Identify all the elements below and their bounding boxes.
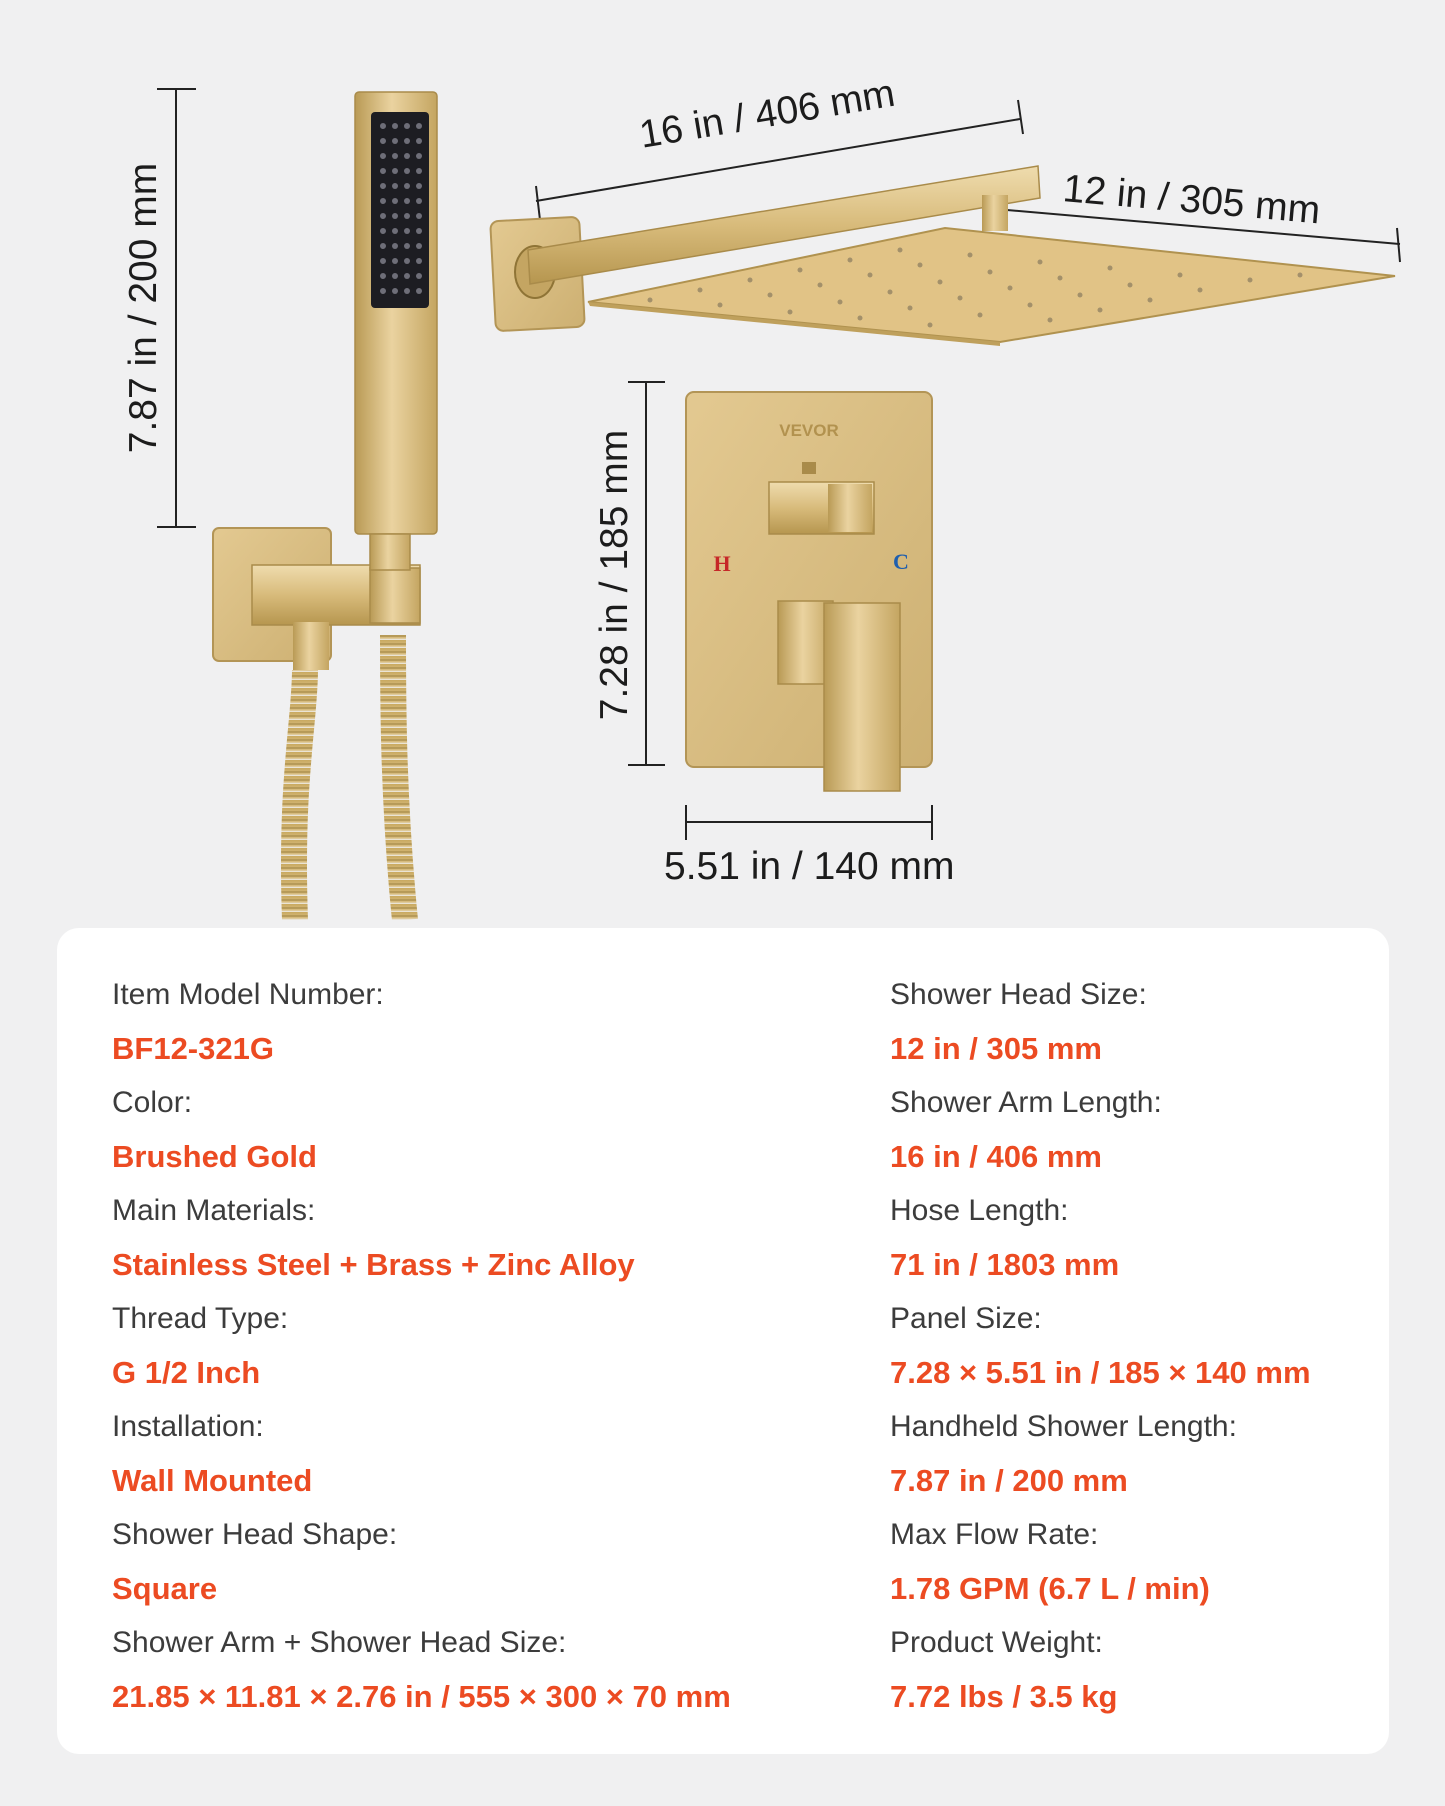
spec-label: Handheld Shower Length:: [890, 1410, 1237, 1443]
spec-value: G 1/2 Inch: [112, 1355, 261, 1390]
spec-value: 1.78 GPM (6.7 L / min): [890, 1571, 1210, 1606]
handheld-height-label: 7.87 in / 200 mm: [122, 162, 165, 454]
spec-value: Square: [112, 1571, 218, 1606]
hot-label: H: [713, 551, 731, 576]
mixer-handle: [824, 603, 900, 791]
spec-value: 21.85 × 11.81 × 2.76 in / 555 × 300 × 70 mm: [112, 1679, 731, 1714]
spec-column-left: [112, 968, 731, 1724]
handheld-shower: [355, 92, 437, 570]
spec-value: 7.28 × 5.51 in / 185 × 140 mm: [890, 1355, 1311, 1390]
spec-column-right: [890, 968, 1311, 1724]
spec-value: Brushed Gold: [112, 1139, 317, 1174]
spec-value: 16 in / 406 mm: [890, 1139, 1102, 1174]
hose: [294, 635, 405, 920]
spec-value: 7.87 in / 200 mm: [890, 1463, 1128, 1498]
valve-panel: [686, 392, 932, 791]
cold-label: C: [893, 549, 909, 574]
spec-label: Panel Size:: [890, 1302, 1042, 1335]
spec-value: BF12-321G: [112, 1031, 274, 1066]
arm-length-label: 16 in / 406 mm: [636, 71, 898, 157]
spec-label: Shower Head Size:: [890, 978, 1147, 1011]
spec-label: Thread Type:: [112, 1302, 289, 1335]
panel-height-label: 7.28 in / 185 mm: [593, 429, 636, 721]
spec-value: Wall Mounted: [112, 1463, 313, 1498]
spec-label: Installation:: [112, 1410, 264, 1443]
spec-value: 7.72 lbs / 3.5 kg: [890, 1679, 1118, 1714]
head-size-label: 12 in / 305 mm: [1061, 167, 1322, 233]
spec-value: Stainless Steel + Brass + Zinc Alloy: [112, 1247, 635, 1282]
panel-brand: VEVOR: [779, 421, 839, 440]
spec-card: [57, 928, 1389, 1754]
spec-value: 12 in / 305 mm: [890, 1031, 1102, 1066]
spec-label: Main Materials:: [112, 1194, 316, 1227]
spec-label: Max Flow Rate:: [890, 1518, 1099, 1551]
diverter-indicator: [802, 462, 816, 474]
spec-label: Shower Head Shape:: [112, 1518, 398, 1551]
spec-label: Color:: [112, 1086, 193, 1119]
spec-label: Shower Arm Length:: [890, 1086, 1162, 1119]
spec-label: Product Weight:: [890, 1626, 1103, 1659]
spec-value: 71 in / 1803 mm: [890, 1247, 1120, 1282]
panel-width-label: 5.51 in / 140 mm: [664, 845, 955, 888]
spec-label: Shower Arm + Shower Head Size:: [112, 1626, 567, 1659]
panel-width-dimension-line: [686, 805, 932, 840]
spec-label: Item Model Number:: [112, 978, 384, 1011]
spec-label: Hose Length:: [890, 1194, 1069, 1227]
